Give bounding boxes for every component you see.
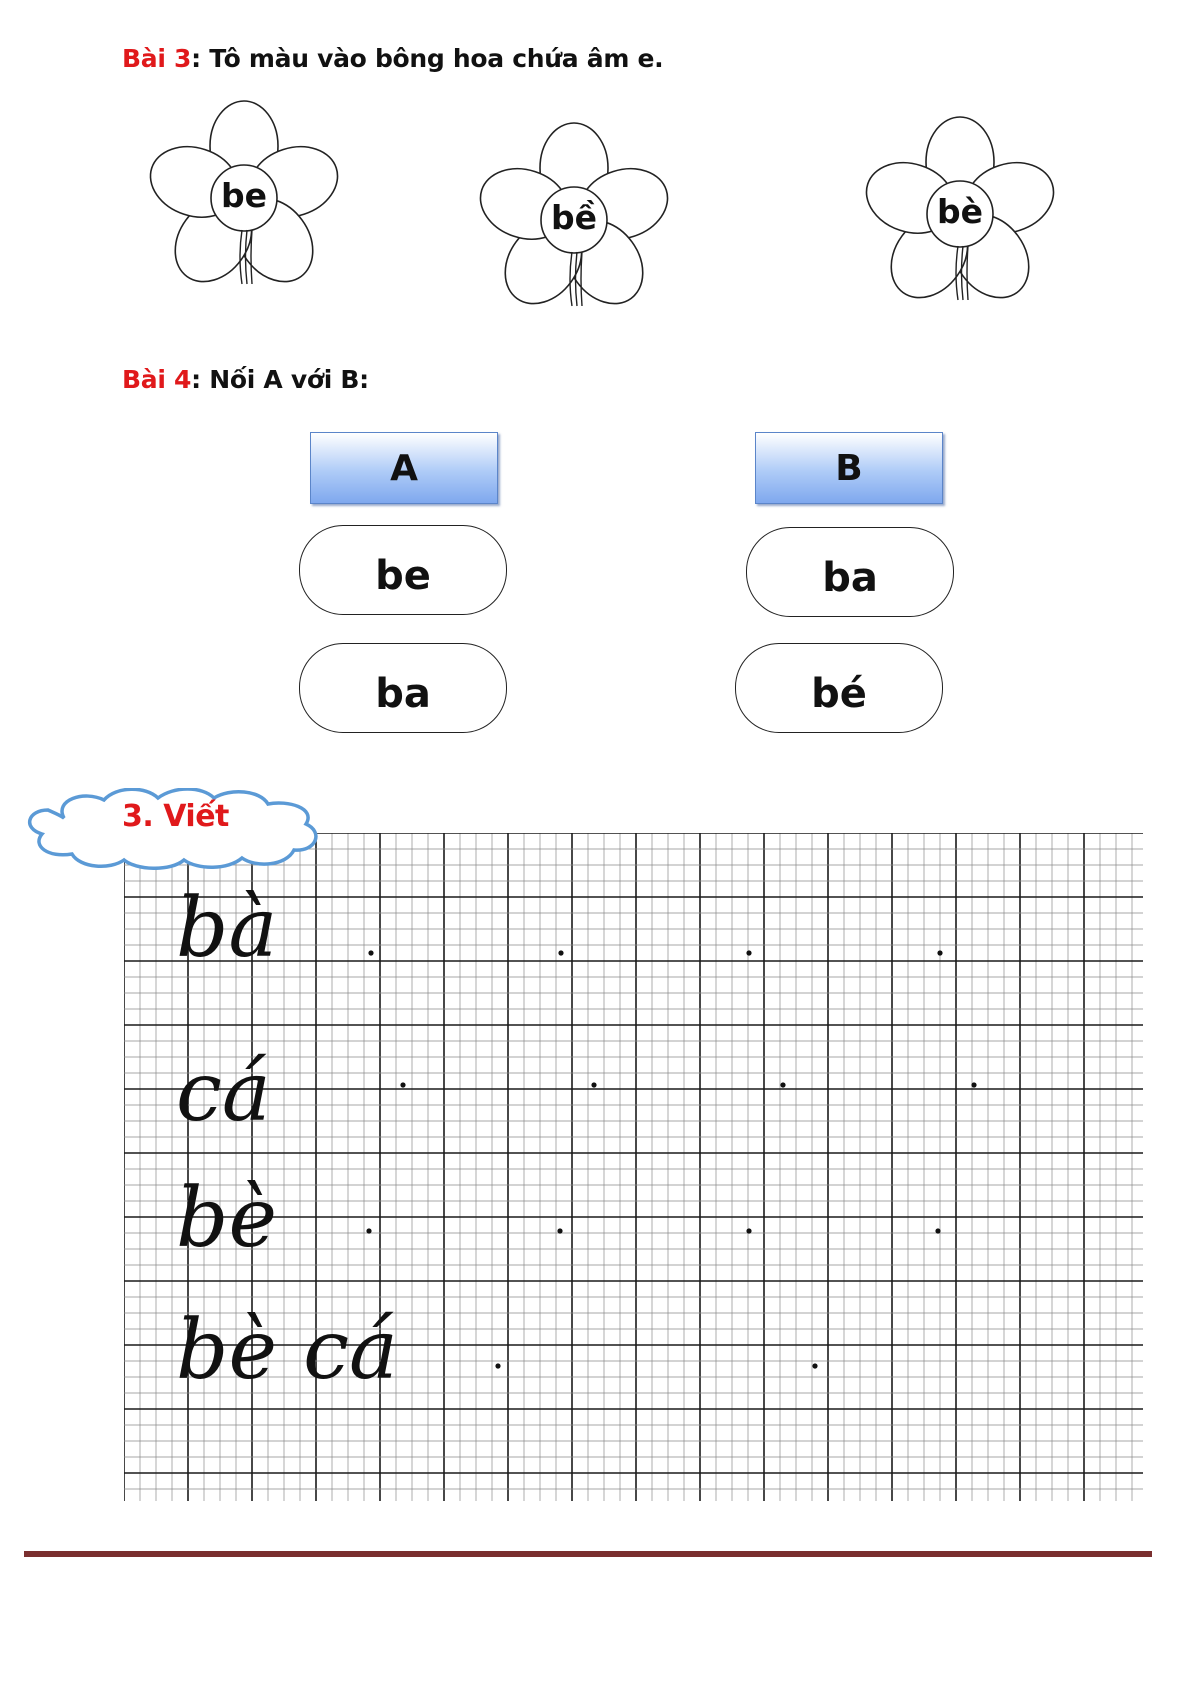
guide-dot <box>935 1228 940 1233</box>
guide-dot <box>746 950 751 955</box>
guide-dot <box>746 1228 751 1233</box>
flower-2-label: bề <box>550 198 597 237</box>
column-a-header: A <box>310 432 498 504</box>
writing-title: 3. Viết <box>122 799 229 834</box>
exercise-3-instruction: : Tô màu vào bông hoa chứa âm e. <box>191 44 664 73</box>
column-b-item[interactable]: bé <box>735 643 943 733</box>
guide-dot <box>400 1082 405 1087</box>
sample-word-2: cá <box>176 1045 271 1140</box>
sample-word-3: bè <box>176 1171 278 1266</box>
guide-dot <box>971 1082 976 1087</box>
exercise-4-number: Bài 4 <box>122 365 192 394</box>
flower-1[interactable] <box>126 82 366 312</box>
flower-3-label: bè <box>936 192 983 231</box>
exercise-4-heading <box>122 365 369 394</box>
flower-2[interactable] <box>456 104 696 334</box>
column-a-item[interactable]: be <box>299 525 507 615</box>
exercise-3-heading <box>122 44 663 73</box>
guide-dot <box>937 950 942 955</box>
writing-title-cloud <box>24 788 324 870</box>
flower-1-label: be <box>220 176 267 215</box>
column-b-header: B <box>755 432 943 504</box>
sample-word-1: bà <box>176 881 278 976</box>
guide-dot <box>557 1228 562 1233</box>
column-b-item[interactable]: ba <box>746 527 954 617</box>
guide-dot <box>495 1363 500 1368</box>
sample-word-4: bè cá <box>176 1303 398 1398</box>
exercise-4-instruction: : Nối A với B: <box>191 365 369 394</box>
flower-3[interactable] <box>842 98 1082 328</box>
guide-dot <box>366 1228 371 1233</box>
guide-dot <box>812 1363 817 1368</box>
exercise-3-number: Bài 3 <box>122 44 192 73</box>
footer-rule <box>24 1551 1152 1557</box>
column-a-item[interactable]: ba <box>299 643 507 733</box>
guide-dot <box>368 950 373 955</box>
guide-dot <box>558 950 563 955</box>
guide-dot <box>591 1082 596 1087</box>
guide-dot <box>780 1082 785 1087</box>
